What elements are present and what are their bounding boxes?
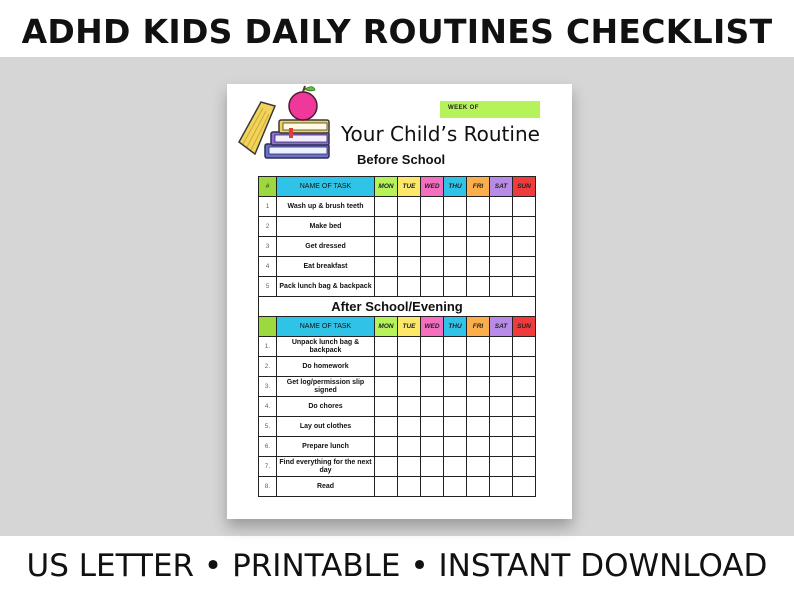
check-cell[interactable]	[513, 377, 536, 397]
task-number: 3	[259, 237, 277, 257]
day-header-thu: THU	[444, 177, 467, 197]
check-cell[interactable]	[444, 397, 467, 417]
task-number: 6.	[259, 437, 277, 457]
table-header-row	[259, 177, 536, 197]
day-header-wed: WED	[421, 317, 444, 337]
check-cell[interactable]	[467, 477, 490, 497]
check-cell[interactable]	[513, 417, 536, 437]
check-cell[interactable]	[444, 257, 467, 277]
table-header-row	[259, 317, 536, 337]
check-cell[interactable]	[467, 377, 490, 397]
check-cell[interactable]	[467, 217, 490, 237]
day-header-sat: SAT	[490, 177, 513, 197]
task-row	[259, 477, 536, 497]
check-cell[interactable]	[375, 197, 398, 217]
check-cell[interactable]	[398, 357, 421, 377]
check-cell[interactable]	[444, 277, 467, 297]
day-header-tue: TUE	[398, 317, 421, 337]
check-cell[interactable]	[421, 417, 444, 437]
check-cell[interactable]	[490, 437, 513, 457]
check-cell[interactable]	[398, 377, 421, 397]
check-cell[interactable]	[375, 457, 398, 477]
check-cell[interactable]	[421, 377, 444, 397]
day-header-tue: TUE	[398, 177, 421, 197]
check-cell[interactable]	[513, 277, 536, 297]
check-cell[interactable]	[444, 197, 467, 217]
check-cell[interactable]	[513, 437, 536, 457]
week-of-field[interactable]	[440, 101, 540, 118]
check-cell[interactable]	[444, 437, 467, 457]
check-cell[interactable]	[467, 417, 490, 437]
day-header-mon: MON	[375, 317, 398, 337]
check-cell[interactable]	[421, 237, 444, 257]
check-cell[interactable]	[513, 237, 536, 257]
check-cell[interactable]	[467, 337, 490, 357]
check-cell[interactable]	[467, 257, 490, 277]
task-name: Read	[277, 477, 375, 497]
week-of-label: WEEK OF	[448, 105, 479, 111]
task-row	[259, 437, 536, 457]
check-cell[interactable]	[421, 357, 444, 377]
check-cell[interactable]	[467, 277, 490, 297]
task-number: 1	[259, 197, 277, 217]
check-cell[interactable]	[444, 337, 467, 357]
task-row	[259, 257, 536, 277]
check-cell[interactable]	[513, 197, 536, 217]
check-cell[interactable]	[513, 257, 536, 277]
check-cell[interactable]	[398, 397, 421, 417]
check-cell[interactable]	[490, 257, 513, 277]
check-cell[interactable]	[421, 437, 444, 457]
check-cell[interactable]	[444, 417, 467, 437]
check-cell[interactable]	[375, 397, 398, 417]
check-cell[interactable]	[490, 277, 513, 297]
num-header	[259, 317, 277, 337]
task-name: Get dressed	[277, 237, 375, 257]
check-cell[interactable]	[421, 257, 444, 277]
task-name: Eat breakfast	[277, 257, 375, 277]
check-cell[interactable]	[375, 477, 398, 497]
task-row	[259, 377, 536, 397]
check-cell[interactable]	[513, 397, 536, 417]
check-cell[interactable]	[375, 417, 398, 437]
check-cell[interactable]	[421, 197, 444, 217]
task-row	[259, 237, 536, 257]
check-cell[interactable]	[490, 397, 513, 417]
day-header-sat: SAT	[490, 317, 513, 337]
task-row	[259, 217, 536, 237]
task-row	[259, 337, 536, 357]
routine-table	[258, 176, 536, 497]
before-school-title: Before School	[357, 152, 446, 167]
check-cell[interactable]	[421, 477, 444, 497]
check-cell[interactable]	[421, 457, 444, 477]
task-row	[259, 277, 536, 297]
check-cell[interactable]	[375, 277, 398, 297]
task-header: NAME OF TASK	[277, 317, 375, 337]
check-cell[interactable]	[513, 457, 536, 477]
num-header: #	[259, 177, 277, 197]
check-cell[interactable]	[398, 337, 421, 357]
check-cell[interactable]	[398, 437, 421, 457]
check-cell[interactable]	[421, 397, 444, 417]
day-header-wed: WED	[421, 177, 444, 197]
day-header-fri: FRI	[467, 177, 490, 197]
check-cell[interactable]	[467, 437, 490, 457]
task-number: 2	[259, 217, 277, 237]
check-cell[interactable]	[490, 197, 513, 217]
check-cell[interactable]	[467, 457, 490, 477]
check-cell[interactable]	[490, 377, 513, 397]
routine-title: Your Child’s Routine	[341, 122, 540, 146]
check-cell[interactable]	[421, 337, 444, 357]
task-name: Wash up & brush teeth	[277, 197, 375, 217]
task-number: 1.	[259, 337, 277, 357]
check-cell[interactable]	[375, 377, 398, 397]
books-apple-icon	[235, 84, 335, 164]
day-header-sun: SUN	[513, 177, 536, 197]
check-cell[interactable]	[398, 277, 421, 297]
check-cell[interactable]	[444, 477, 467, 497]
check-cell[interactable]	[444, 457, 467, 477]
check-cell[interactable]	[398, 457, 421, 477]
task-header: NAME OF TASK	[277, 177, 375, 197]
task-number: 3.	[259, 377, 277, 397]
task-number: 2.	[259, 357, 277, 377]
task-row	[259, 457, 536, 477]
check-cell[interactable]	[375, 217, 398, 237]
task-name: Pack lunch bag & backpack	[277, 277, 375, 297]
after-school-title-row	[259, 297, 536, 317]
check-cell[interactable]	[490, 237, 513, 257]
task-name: Do chores	[277, 397, 375, 417]
check-cell[interactable]	[375, 357, 398, 377]
task-name: Get log/permission slip signed	[277, 377, 375, 397]
check-cell[interactable]	[467, 197, 490, 217]
check-cell[interactable]	[375, 437, 398, 457]
check-cell[interactable]	[398, 197, 421, 217]
check-cell[interactable]	[375, 237, 398, 257]
task-number: 4.	[259, 397, 277, 417]
check-cell[interactable]	[490, 457, 513, 477]
task-name: Prepare lunch	[277, 437, 375, 457]
day-header-thu: THU	[444, 317, 467, 337]
check-cell[interactable]	[375, 337, 398, 357]
task-name: Lay out clothes	[277, 417, 375, 437]
day-header-sun: SUN	[513, 317, 536, 337]
task-row	[259, 197, 536, 217]
check-cell[interactable]	[398, 417, 421, 437]
task-number: 4	[259, 257, 277, 277]
check-cell[interactable]	[490, 217, 513, 237]
checklist-sheet	[227, 84, 572, 519]
check-cell[interactable]	[444, 237, 467, 257]
task-name: Unpack lunch bag & backpack	[277, 337, 375, 357]
check-cell[interactable]	[513, 477, 536, 497]
task-row	[259, 397, 536, 417]
check-cell[interactable]	[421, 277, 444, 297]
task-row	[259, 357, 536, 377]
task-number: 7.	[259, 457, 277, 477]
task-name: Do homework	[277, 357, 375, 377]
task-number: 5.	[259, 417, 277, 437]
check-cell[interactable]	[444, 377, 467, 397]
check-cell[interactable]	[444, 217, 467, 237]
check-cell[interactable]	[398, 237, 421, 257]
check-cell[interactable]	[467, 237, 490, 257]
check-cell[interactable]	[467, 357, 490, 377]
task-name: Make bed	[277, 217, 375, 237]
check-cell[interactable]	[398, 217, 421, 237]
task-row	[259, 417, 536, 437]
check-cell[interactable]	[375, 257, 398, 277]
check-cell[interactable]	[398, 257, 421, 277]
after-school-title: After School/Evening	[259, 297, 536, 317]
check-cell[interactable]	[490, 477, 513, 497]
check-cell[interactable]	[467, 397, 490, 417]
check-cell[interactable]	[421, 217, 444, 237]
check-cell[interactable]	[513, 357, 536, 377]
check-cell[interactable]	[490, 337, 513, 357]
check-cell[interactable]	[490, 357, 513, 377]
task-number: 5	[259, 277, 277, 297]
banner-bottom-title: US LETTER • PRINTABLE • INSTANT DOWNLOAD	[26, 548, 768, 584]
task-number: 8.	[259, 477, 277, 497]
banner-top-title: ADHD KIDS DAILY ROUTINES CHECKLIST	[21, 12, 773, 51]
check-cell[interactable]	[513, 217, 536, 237]
check-cell[interactable]	[444, 357, 467, 377]
check-cell[interactable]	[513, 337, 536, 357]
task-name: Find everything for the next day	[277, 457, 375, 477]
day-header-fri: FRI	[467, 317, 490, 337]
check-cell[interactable]	[398, 477, 421, 497]
day-header-mon: MON	[375, 177, 398, 197]
check-cell[interactable]	[490, 417, 513, 437]
